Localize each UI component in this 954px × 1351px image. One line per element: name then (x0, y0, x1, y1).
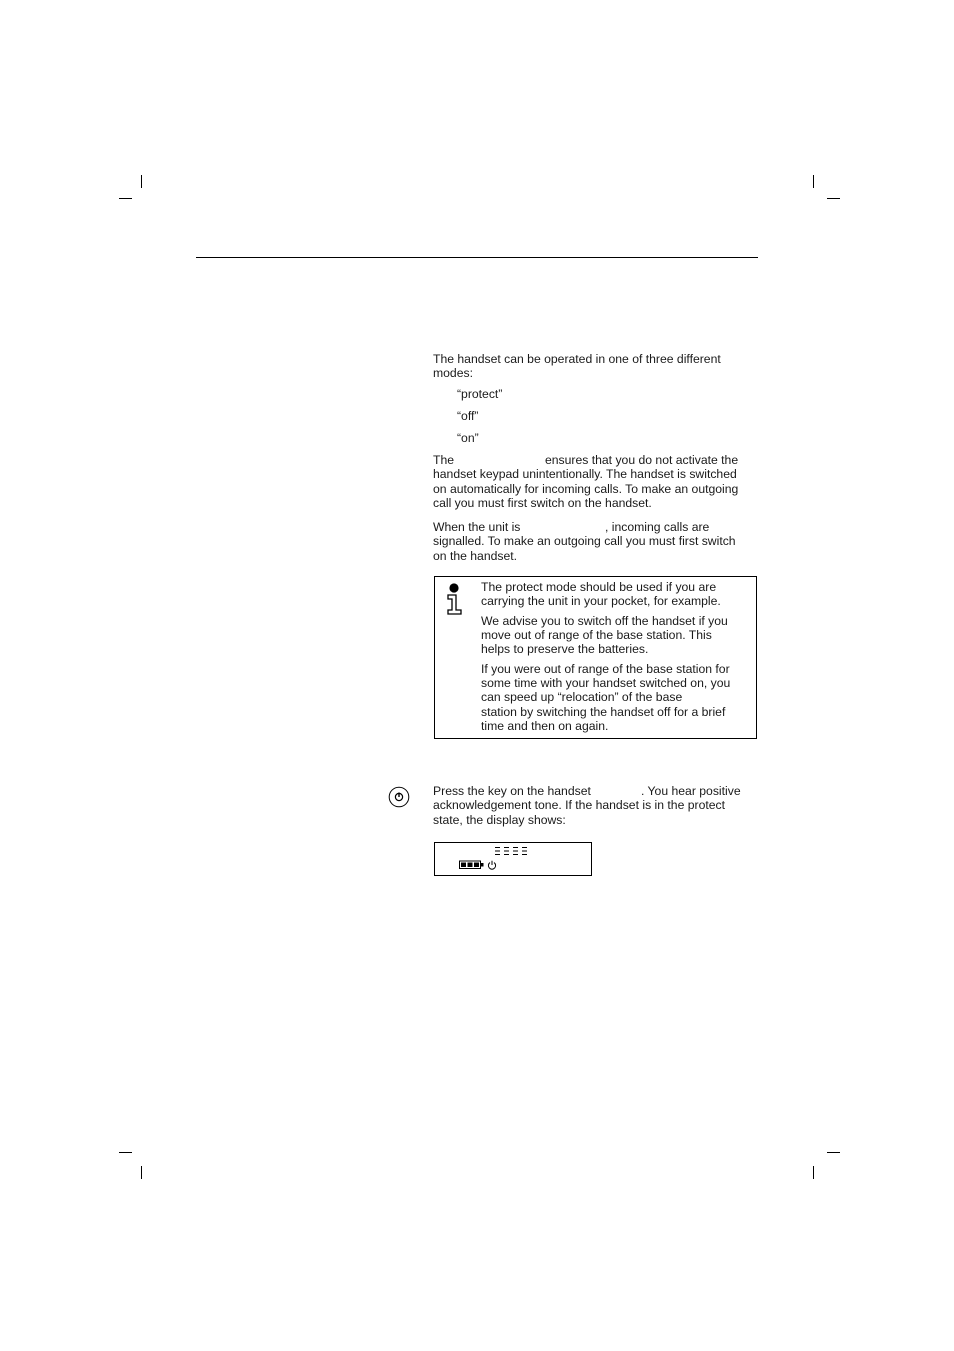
off-line-2: signalled. To make an outgoing call you must first switch (433, 534, 736, 549)
note-p3-line-3: can speed up “relocation” of the base (481, 690, 683, 705)
note-body (481, 580, 749, 739)
power-symbol-icon (487, 860, 497, 870)
note-paragraph-3 (481, 662, 749, 733)
handset-display (434, 842, 592, 876)
crop-mark-top-right-vertical (813, 175, 814, 188)
off-line-1-start: When the unit is (433, 520, 521, 534)
crop-mark-top-right-horizontal (827, 198, 840, 199)
crop-mark-top-left-horizontal (119, 198, 132, 199)
battery-full-icon (459, 860, 485, 870)
crop-mark-bottom-right-vertical (813, 1166, 814, 1179)
protect-line-3: on automatically for incoming calls. To make an outgoing (433, 481, 739, 496)
placeholder-digits-icon (494, 846, 528, 856)
note-p1-line-1: The protect mode should be used if you are (481, 580, 717, 594)
off-line-1 (433, 520, 757, 534)
crop-mark-top-left-vertical (141, 175, 142, 188)
note-paragraph-2 (481, 614, 749, 657)
note-paragraph-1 (481, 580, 749, 608)
instruction-line-1-start: Press the key on the handset (433, 784, 591, 798)
note-p2-line-3: helps to preserve the batteries. (481, 642, 649, 657)
protect-line-2: handset keypad unintentionally. The handset is switched (433, 467, 737, 482)
instruction-line-1-end: . You hear positive (641, 784, 741, 798)
note-p3-line-4: station by switching the handset off for a brief (481, 704, 726, 719)
off-line-3: on the handset. (433, 548, 518, 563)
crop-mark-bottom-right-horizontal (827, 1152, 840, 1153)
note-p3-line-2: some time with your handset switched on, you (481, 676, 731, 691)
note-p3-line-1: If you were out of range of the base station for (481, 662, 730, 677)
protect-line-1-start: The (433, 453, 455, 467)
header-rule (196, 257, 758, 258)
crop-mark-bottom-left-horizontal (119, 1152, 132, 1153)
off-line-1-end: , incoming calls are (605, 520, 710, 534)
instruction-paragraph (433, 784, 757, 827)
mode-item-off: “off” (457, 409, 479, 423)
info-note-box (434, 576, 757, 739)
note-p1-line-2: carrying the unit in your pocket, for example. (481, 594, 721, 609)
crop-mark-bottom-left-vertical (141, 1166, 142, 1179)
power-key-icon (388, 786, 410, 808)
protect-line-4: call you must first switch on the handset. (433, 496, 652, 511)
mode-item-protect: “protect” (457, 387, 503, 401)
instruction-line-3: state, the display shows: (433, 812, 566, 827)
off-paragraph (433, 520, 757, 563)
protect-line-1 (433, 453, 757, 467)
instruction-line-2: acknowledgement tone. If the handset is in the protect (433, 798, 726, 813)
note-p2-line-2: move out of range of the base station. This (481, 628, 712, 643)
protect-line-1-end: ensures that you do not activate the (545, 453, 739, 467)
note-p2-line-1: We advise you to switch off the handset if you (481, 613, 728, 628)
protect-paragraph (433, 453, 757, 511)
intro-paragraph (433, 352, 757, 381)
intro-line-1: The handset can be operated in one of three different (433, 352, 721, 366)
note-p3-line-5: time and then on again. (481, 718, 609, 733)
info-icon (445, 583, 463, 615)
intro-line-2: modes: (433, 366, 473, 381)
instruction-line-1 (433, 784, 757, 798)
mode-item-on: “on” (457, 431, 479, 445)
